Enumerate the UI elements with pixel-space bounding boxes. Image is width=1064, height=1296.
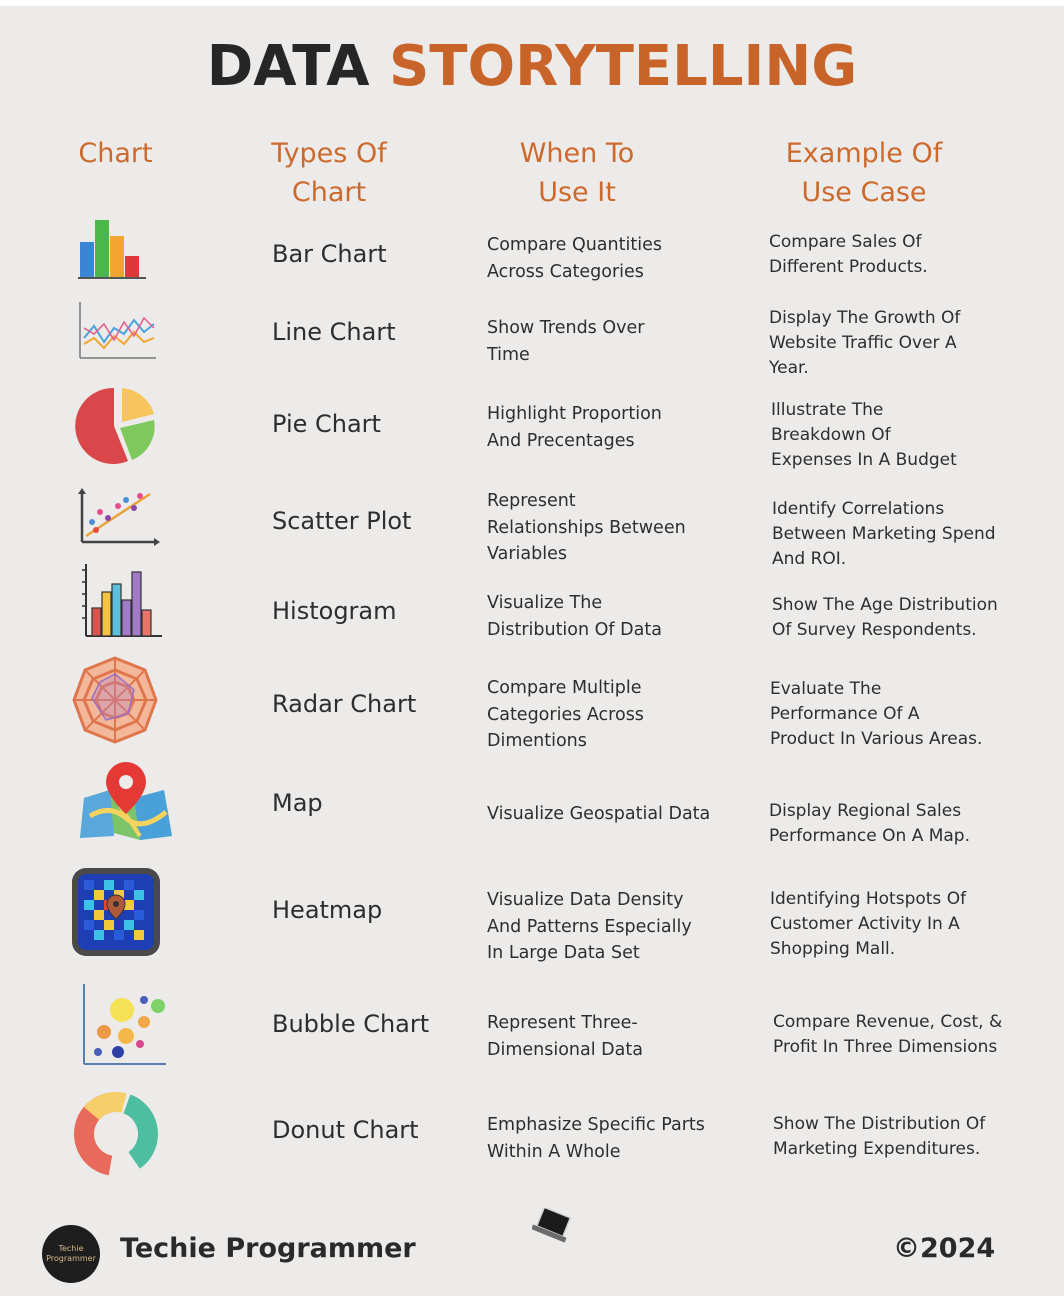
example-text: Show The Age Distribution Of Survey Respondents.: [772, 595, 998, 640]
chart-type-name: Histogram: [272, 597, 397, 625]
example-text: Compare Sales Of Different Products.: [769, 232, 928, 277]
title-part-storytelling: STORYTELLING: [388, 34, 858, 99]
when-to-use-text: Compare Quantities Across Categories: [487, 235, 662, 282]
chart-type-name: Map: [272, 789, 323, 817]
when-to-use-text: Compare Multiple Categories Across Dimentions: [487, 678, 644, 751]
scatter-plot-icon: [70, 488, 180, 550]
when-to-use-text: Emphasize Specific Parts Within A Whole: [487, 1115, 705, 1162]
title-part-data: DATA: [206, 34, 370, 99]
header-types-of-chart: Types Of Chart: [271, 138, 387, 208]
bubble-chart-icon: [70, 982, 180, 1068]
header-when-to-use: When To Use It: [519, 138, 635, 208]
page-title: [0, 34, 1064, 99]
map-pin-icon: [70, 756, 180, 840]
when-to-use-text: Highlight Proportion And Precentages: [487, 404, 662, 451]
when-to-use-text: Visualize The Distribution Of Data: [487, 593, 662, 640]
when-to-use-text: Represent Three- Dimensional Data: [487, 1013, 643, 1060]
donut-chart-icon: [70, 1088, 180, 1180]
when-to-use-text: Represent Relationships Between Variables: [487, 491, 686, 564]
chart-type-name: Radar Chart: [272, 690, 417, 718]
chart-type-name: Donut Chart: [272, 1116, 419, 1144]
bar-chart-icon: [70, 216, 180, 282]
laptop-icon: [532, 1208, 574, 1248]
example-text: Evaluate The Performance Of A Product In Various Areas.: [770, 679, 983, 749]
brand-name: Techie Programmer: [120, 1233, 416, 1264]
when-to-use-text: Visualize Data Density And Patterns Especially In Large Data Set: [487, 890, 692, 963]
when-to-use-text: Show Trends Over Time: [487, 318, 645, 365]
chart-type-name: Bar Chart: [272, 240, 387, 268]
example-text: Identifying Hotspots Of Customer Activity In A Shopping Mall.: [770, 889, 967, 959]
copyright: ©2024: [893, 1233, 996, 1264]
example-text: Show The Distribution Of Marketing Expenditures.: [773, 1114, 986, 1159]
radar-chart-icon: [70, 656, 180, 744]
histogram-icon: [70, 562, 180, 638]
when-to-use-text: Visualize Geospatial Data: [487, 804, 711, 824]
chart-type-name: Pie Chart: [272, 410, 381, 438]
example-text: Identify Correlations Between Marketing Spend And ROI.: [772, 499, 996, 569]
example-text: Illustrate The Breakdown Of Expenses In A Budget: [771, 400, 957, 470]
header-example-use-case: Example Of Use Case: [785, 138, 943, 208]
heatmap-icon: [70, 866, 180, 958]
brand-logo-text: Techie Programmer: [46, 1244, 96, 1263]
example-text: Display Regional Sales Performance On A Map.: [769, 801, 971, 846]
chart-type-name: Scatter Plot: [272, 507, 412, 535]
chart-type-name: Heatmap: [272, 896, 383, 924]
header-chart: Chart: [78, 138, 153, 169]
brand-logo: [42, 1225, 100, 1283]
example-text: Display The Growth Of Website Traffic Over A Year.: [769, 308, 961, 378]
chart-type-name: Bubble Chart: [272, 1010, 430, 1038]
top-border: [0, 0, 1064, 6]
example-text: Compare Revenue, Cost, & Profit In Three Dimensions: [773, 1012, 1003, 1057]
chart-type-name: Line Chart: [272, 318, 396, 346]
pie-chart-icon: [70, 384, 180, 468]
line-chart-icon: [70, 298, 180, 364]
